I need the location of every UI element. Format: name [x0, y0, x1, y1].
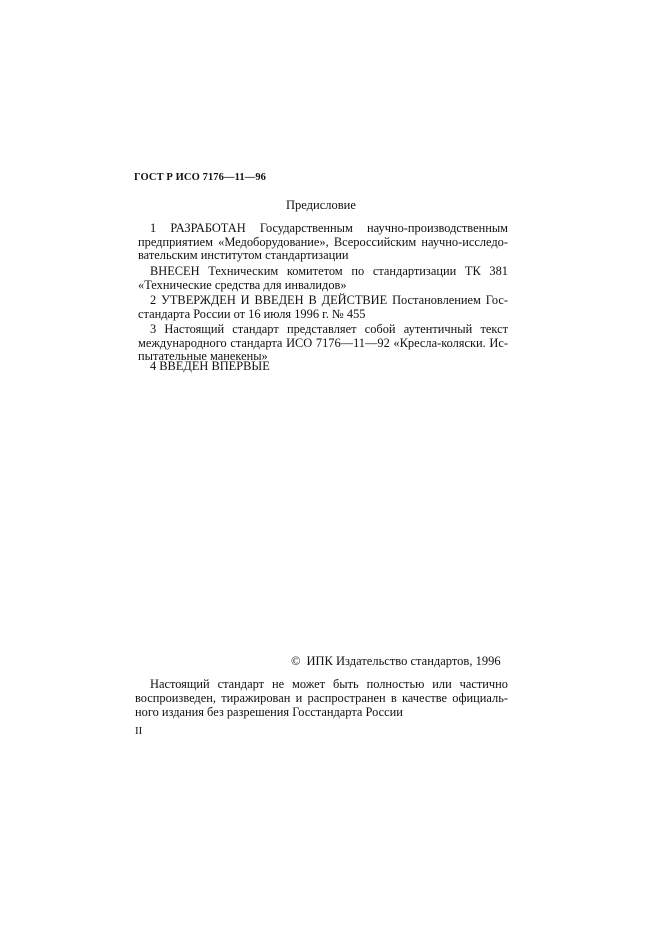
- preface-item-introduced: [138, 265, 508, 292]
- notice-line: ного издания без разрешения Госстандарта России: [135, 705, 403, 719]
- preface-line: предприятием «Медоборудование», Всероссийским научно-исследо-: [138, 234, 508, 249]
- preface-line: международного стандарта ИСО 7176—11—92 «Кресла-коляски. Ис-: [138, 335, 508, 350]
- preface-line: стандарта России от 16 июля 1996 г. № 455: [138, 306, 366, 321]
- preface-line: 1 РАЗРАБОТАН Государственным научно-производственным: [150, 221, 508, 235]
- preface-item-authentic-text: [138, 323, 508, 364]
- preface-item-approved: [138, 294, 508, 321]
- preface-item-first-introduced: [138, 360, 508, 374]
- preface-line: 2 УТВЕРЖДЕН И ВВЕДЕН В ДЕЙСТВИЕ Постановлением Гос-: [150, 293, 508, 307]
- preface-title: Предисловие: [286, 198, 356, 212]
- reproduction-notice: [135, 677, 508, 719]
- notice-line: Настоящий стандарт не может быть полностью или частично: [150, 677, 508, 691]
- notice-line: воспроизведен, тиражирован и распространен в качестве официаль-: [135, 691, 508, 705]
- preface-item-developed: [138, 222, 508, 263]
- preface-line: вательским институтом стандартизации: [138, 248, 349, 263]
- page-number: II: [135, 725, 143, 737]
- preface-line: «Технические средства для инвалидов»: [138, 277, 347, 292]
- copyright-text: ИПК Издательство стандартов, 1996: [306, 654, 501, 668]
- preface-line: ВНЕСЕН Техническим комитетом по стандартизации ТК 381: [150, 264, 508, 278]
- copyright-symbol: ©: [291, 654, 301, 668]
- copyright-line: [291, 654, 501, 669]
- document-code: ГОСТ Р ИСО 7176—11—96: [134, 172, 267, 183]
- preface-line: 3 Настоящий стандарт представляет собой аутентичный текст: [150, 322, 508, 336]
- preface-line: пытательные манекены»: [138, 349, 268, 364]
- preface-line: 4 ВВЕДЕН ВПЕРВЫЕ: [150, 359, 270, 373]
